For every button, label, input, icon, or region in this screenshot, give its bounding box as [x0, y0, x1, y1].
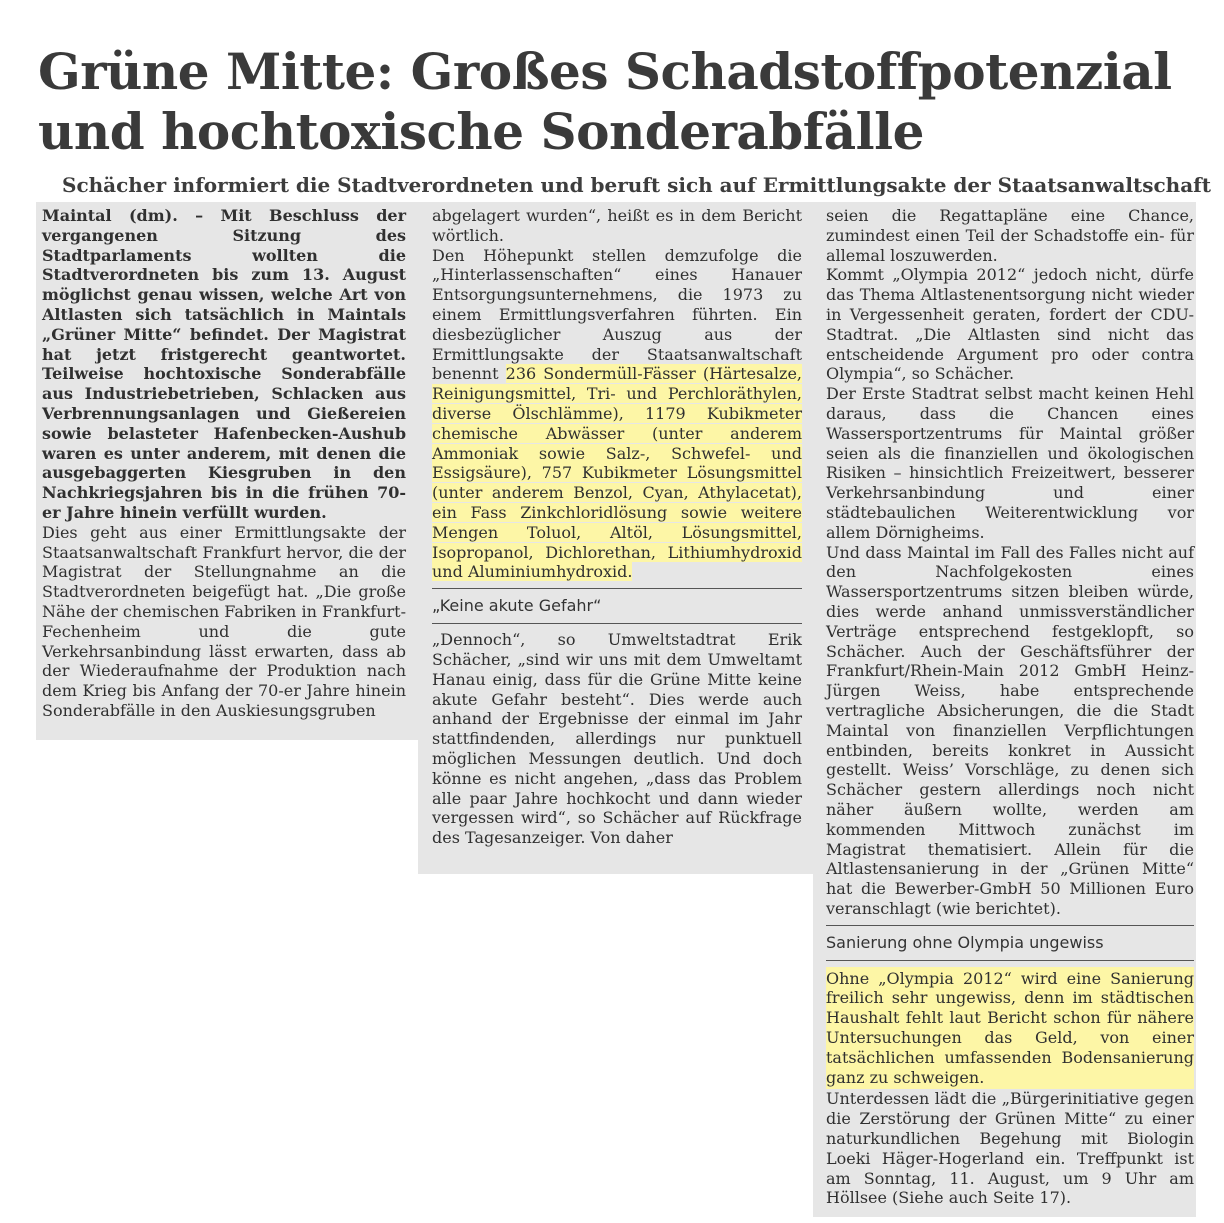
section-rule-bottom [432, 623, 802, 624]
col3-paragraph-2: Kommt „Olympia 2012“ jedoch nicht, dürfe das Thema Altlastenentsorgung nicht wieder in Vergessenheit geraten, fordert der CDU-Stadtrat. „Die Altlasten sind nicht das entscheidende Argument pro oder contra Olympia“, so Schächer. [826, 265, 1194, 384]
col2-paragraph-1: abgelagert wurden“, heißt es in dem Bericht wörtlich. [432, 206, 802, 245]
section-rule-top [432, 588, 802, 589]
section-rule-bottom-2 [826, 960, 1194, 961]
col2-paragraph-2 [432, 246, 802, 583]
section-heading-keine-akute-gefahr: „Keine akute Gefahr“ [432, 596, 602, 616]
column-3 [826, 206, 1194, 1208]
col2-paragraph-2-intro: Den Höhepunkt stellen demzufolge die „Hinterlassenschaften“ eines Hanauer Entsorgungsunternehmens, die 1973 zu einem Ermittlungsverfahren führten. Ein diesbezüglicher Auszug aus der Ermittlungsakte der Staatsanwaltschaft benennt [432, 245, 802, 384]
col3-paragraph-1: seien die Regattapläne eine Chance, zumindest einen Teil der Schadstoffe ein- für allemal loszuwerden. [826, 206, 1194, 265]
col2-paragraph-3: „Dennoch“, so Umweltstadtrat Erik Schächer, „sind wir uns mit dem Umweltamt Hanau einig, dass für die Grüne Mitte keine akute Gefahr besteht“. Dies werde auch anhand der Ergebnisse der einmal im Jahr stattfindenden, allerdings nur punktuell möglichen Messungen deutlich. Und doch könne es nicht angehen, „dass das Problem alle paar Jahre hochkocht und dann wieder vergessen wird“, so Schächer auf Rückfrage des Tagesanzeiger. Von daher [432, 630, 802, 848]
column-1 [42, 206, 406, 721]
col1-body-paragraph: Dies geht aus einer Ermittlungsakte der Staatsanwaltschaft Frankfurt hervor, die der Magistrat der Stellungnahme an die Stadtverordneten beigefügt hat. „Die große Nähe der chemischen Fabriken in Frankfurt-Fechenheim und die gute Verkehrsanbindung lässt erwarten, dass ab der Wiederaufnahme der Produktion nach dem Krieg bis Anfang der 70-er Jahre hinein Sonderabfälle in den Auskiesungsgruben [42, 522, 406, 720]
section-heading-sanierung: Sanierung ohne Olympia ungewiss [826, 932, 1104, 952]
col3-paragraph-4: Und dass Maintal im Fall des Falles nicht auf den Nachfolgekosten eines Wassersportzentrums sitzen bleiben würde, dies werde anhand unmissverständlicher Verträge entsprechend festgeklopft, so Schächer. Auch der Geschäftsführer der Frankfurt/Rhein-Main 2012 GmbH Heinz-Jürgen Weiss, habe entsprechende vertragliche Absicherungen, die die Stadt Maintal von finanziellen Verpflichtungen entbinden, bereits konkret in Aussicht gestellt. Weiss’ Vorschläge, zu denen sich Schächer gestern allerdings noch nicht näher äußern wollte, werden am kommenden Mittwoch zunächst im Magistrat thematisiert. Allein für die Altlastensanierung in der „Grünen Mitte“ hat die Bewerber-GmbH 50 Millionen Euro veranschlagt (wie berichtet). [826, 542, 1194, 918]
lead-paragraph: Maintal (dm). – Mit Beschluss der vergangenen Sitzung des Stadtparlaments wollten die Stadtverordneten bis zum 13. August möglichst genau wissen, welche Art von Altlasten sich tatsächlich in Maintals „Grüner Mitte“ befindet. Der Magistrat hat jetzt fristgerecht geantwortet. Teilweise hochtoxische Sonderabfälle aus Industriebetrieben, Schlacken aus Verbrennungsanlagen und Gießereien sowie belasteter Hafenbecken-Aushub waren es unter anderem, mit denen die ausgebaggerten Kiesgruben in den Nachkriegsjahren bis in die frühen 70-er Jahre hinein verfüllt wurden. [42, 206, 406, 522]
highlighted-sanierung-paragraph: Ohne „Olympia 2012“ wird eine Sanierung freilich sehr ungewiss, denn im städtischen Haushalt fehlt laut Bericht schon für nähere Untersuchungen das Geld, von einer tatsächlichen umfassenden Bodensanierung ganz zu schweigen. [826, 967, 1194, 1090]
section-rule-top-2 [826, 925, 1194, 926]
highlighted-waste-list: 236 Sondermüll-Fässer (Härtesalze, Reinigungsmittel, Tri- und Perchloräthylen, diverse Ölschlämme), 1179 Kubikmeter chemische Abwässer (unter anderem Ammoniak sowie Salz-, Schwefel- und Essigsäure), 757 Kubikmeter Lösungsmittel (unter anderem Benzol, Cyan, Athylacetat), ein Fass Zinkchloridlösung sowie weitere Mengen Toluol, Altöl, Lösungsmittel, Isopropanol, Dichlorethan, Lithiumhydroxid und Aluminiumhydroxid. [432, 364, 802, 582]
col3-paragraph-3: Der Erste Stadtrat selbst macht keinen Hehl daraus, dass die Chancen eines Wassersportzentrums für Maintal größer seien als die finanziellen und ökologischen Risiken – hinsichtlich Freizeitwert, besserer Verkehrsanbindung und einer städtebaulichen Weiterentwicklung vor allem Dörnigheims. [826, 384, 1194, 542]
headline: Grüne Mitte: Großes Schadstoffpotenzial und hochtoxische Sonderabfälle [38, 42, 1172, 161]
column-2 [432, 206, 802, 848]
subheadline: Schächer informiert die Stadtverordneten und beruft sich auf Ermittlungsakte der Staatsanwaltschaft [62, 173, 1212, 197]
col3-paragraph-6: Unterdessen lädt die „Bürgerinitiative gegen die Zerstörung der Grünen Mitte“ zu einer naturkundlichen Begehung mit Biologin Loeki Häger-Hogerland ein. Treffpunkt ist am Sonntag, 11. August, um 9 Uhr am Höllsee (Siehe auch Seite 17). [826, 1089, 1194, 1208]
